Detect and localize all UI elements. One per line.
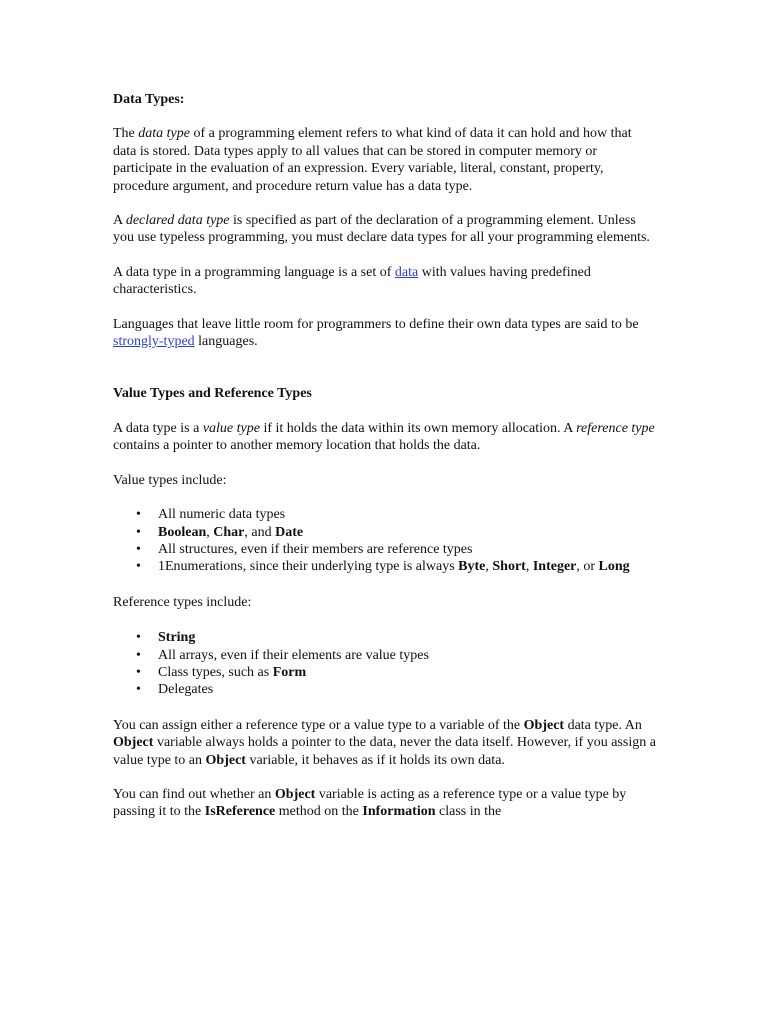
bullet-icon: • — [136, 647, 141, 663]
bullet-icon: • — [136, 559, 141, 575]
paragraph-value-vs-reference: A data type is a value type if it holds the data within its own memory allocation. A reference type contains a pointer to another memory location that holds the data. — [113, 420, 655, 454]
paragraph-strongly-typed: Languages that leave little room for programmers to define their own data types are said to be strongly-typed languages. — [113, 316, 639, 350]
paragraph-declared-data-type: A declared data type is specified as part of the declaration of a programming element. Unless you use typeless programming, you must declare data types for all your programming elements. — [113, 213, 650, 246]
heading-data-types: Data Types: — [113, 92, 185, 107]
bullet-icon: • — [136, 630, 141, 646]
term-data-type: data type — [138, 126, 190, 142]
list-item: • 1Enumerations, since their underlying type is always Byte, Short, Integer, or Long — [136, 559, 630, 575]
value-types-intro: Value types include: — [113, 472, 227, 488]
reference-types-intro: Reference types include: — [113, 594, 252, 610]
term-value-type: value type — [202, 420, 260, 436]
paragraph-is-reference: You can find out whether an Object variable is acting as a reference type or a value type by passing it to the IsReference method on the Information class in the — [113, 786, 627, 820]
list-item: • Boolean, Char, and Date — [136, 524, 304, 540]
list-item: • All structures, even if their members are reference types — [136, 541, 473, 557]
bullet-icon: • — [136, 541, 141, 557]
reference-types-list — [113, 629, 658, 699]
link-data[interactable]: data — [394, 264, 419, 280]
paragraph-data-set: A data type in a programming language is a set of data with values having predefined characteristics. — [113, 264, 591, 298]
list-item: • Class types, such as Form — [136, 664, 307, 680]
link-strongly-typed[interactable]: strongly-typed — [113, 334, 195, 350]
bullet-icon: • — [136, 664, 141, 680]
paragraph-object-type: You can assign either a reference type or a value type to a variable of the Object data type. An Object variable always holds a pointer to the data, never the data itself. However, if you assign a value type to an Object variable, it behaves as if it holds its own data. — [113, 717, 656, 768]
paragraph-data-type-definition: The data type of a programming element refers to what kind of data it can hold and how that data is stored. Data types apply to all values that can be stored in computer memory or participate in the evaluation of an expression. Every variable, literal, constant, property, procedure argument, and procedure return value has a data type. — [113, 126, 632, 194]
document-page — [113, 91, 658, 821]
term-declared-data-type: declared data type — [125, 213, 230, 229]
heading-value-reference-types: Value Types and Reference Types — [113, 386, 312, 402]
bullet-icon: • — [136, 507, 141, 523]
value-types-list — [113, 506, 658, 576]
list-item: • All arrays, even if their elements are value types — [136, 647, 429, 663]
bullet-icon: • — [136, 524, 141, 540]
list-item: • Delegates — [136, 682, 214, 698]
list-item: • String — [136, 630, 196, 646]
term-reference-type: reference type — [576, 420, 655, 436]
bullet-icon: • — [136, 682, 141, 698]
list-item: • All numeric data types — [136, 507, 286, 523]
